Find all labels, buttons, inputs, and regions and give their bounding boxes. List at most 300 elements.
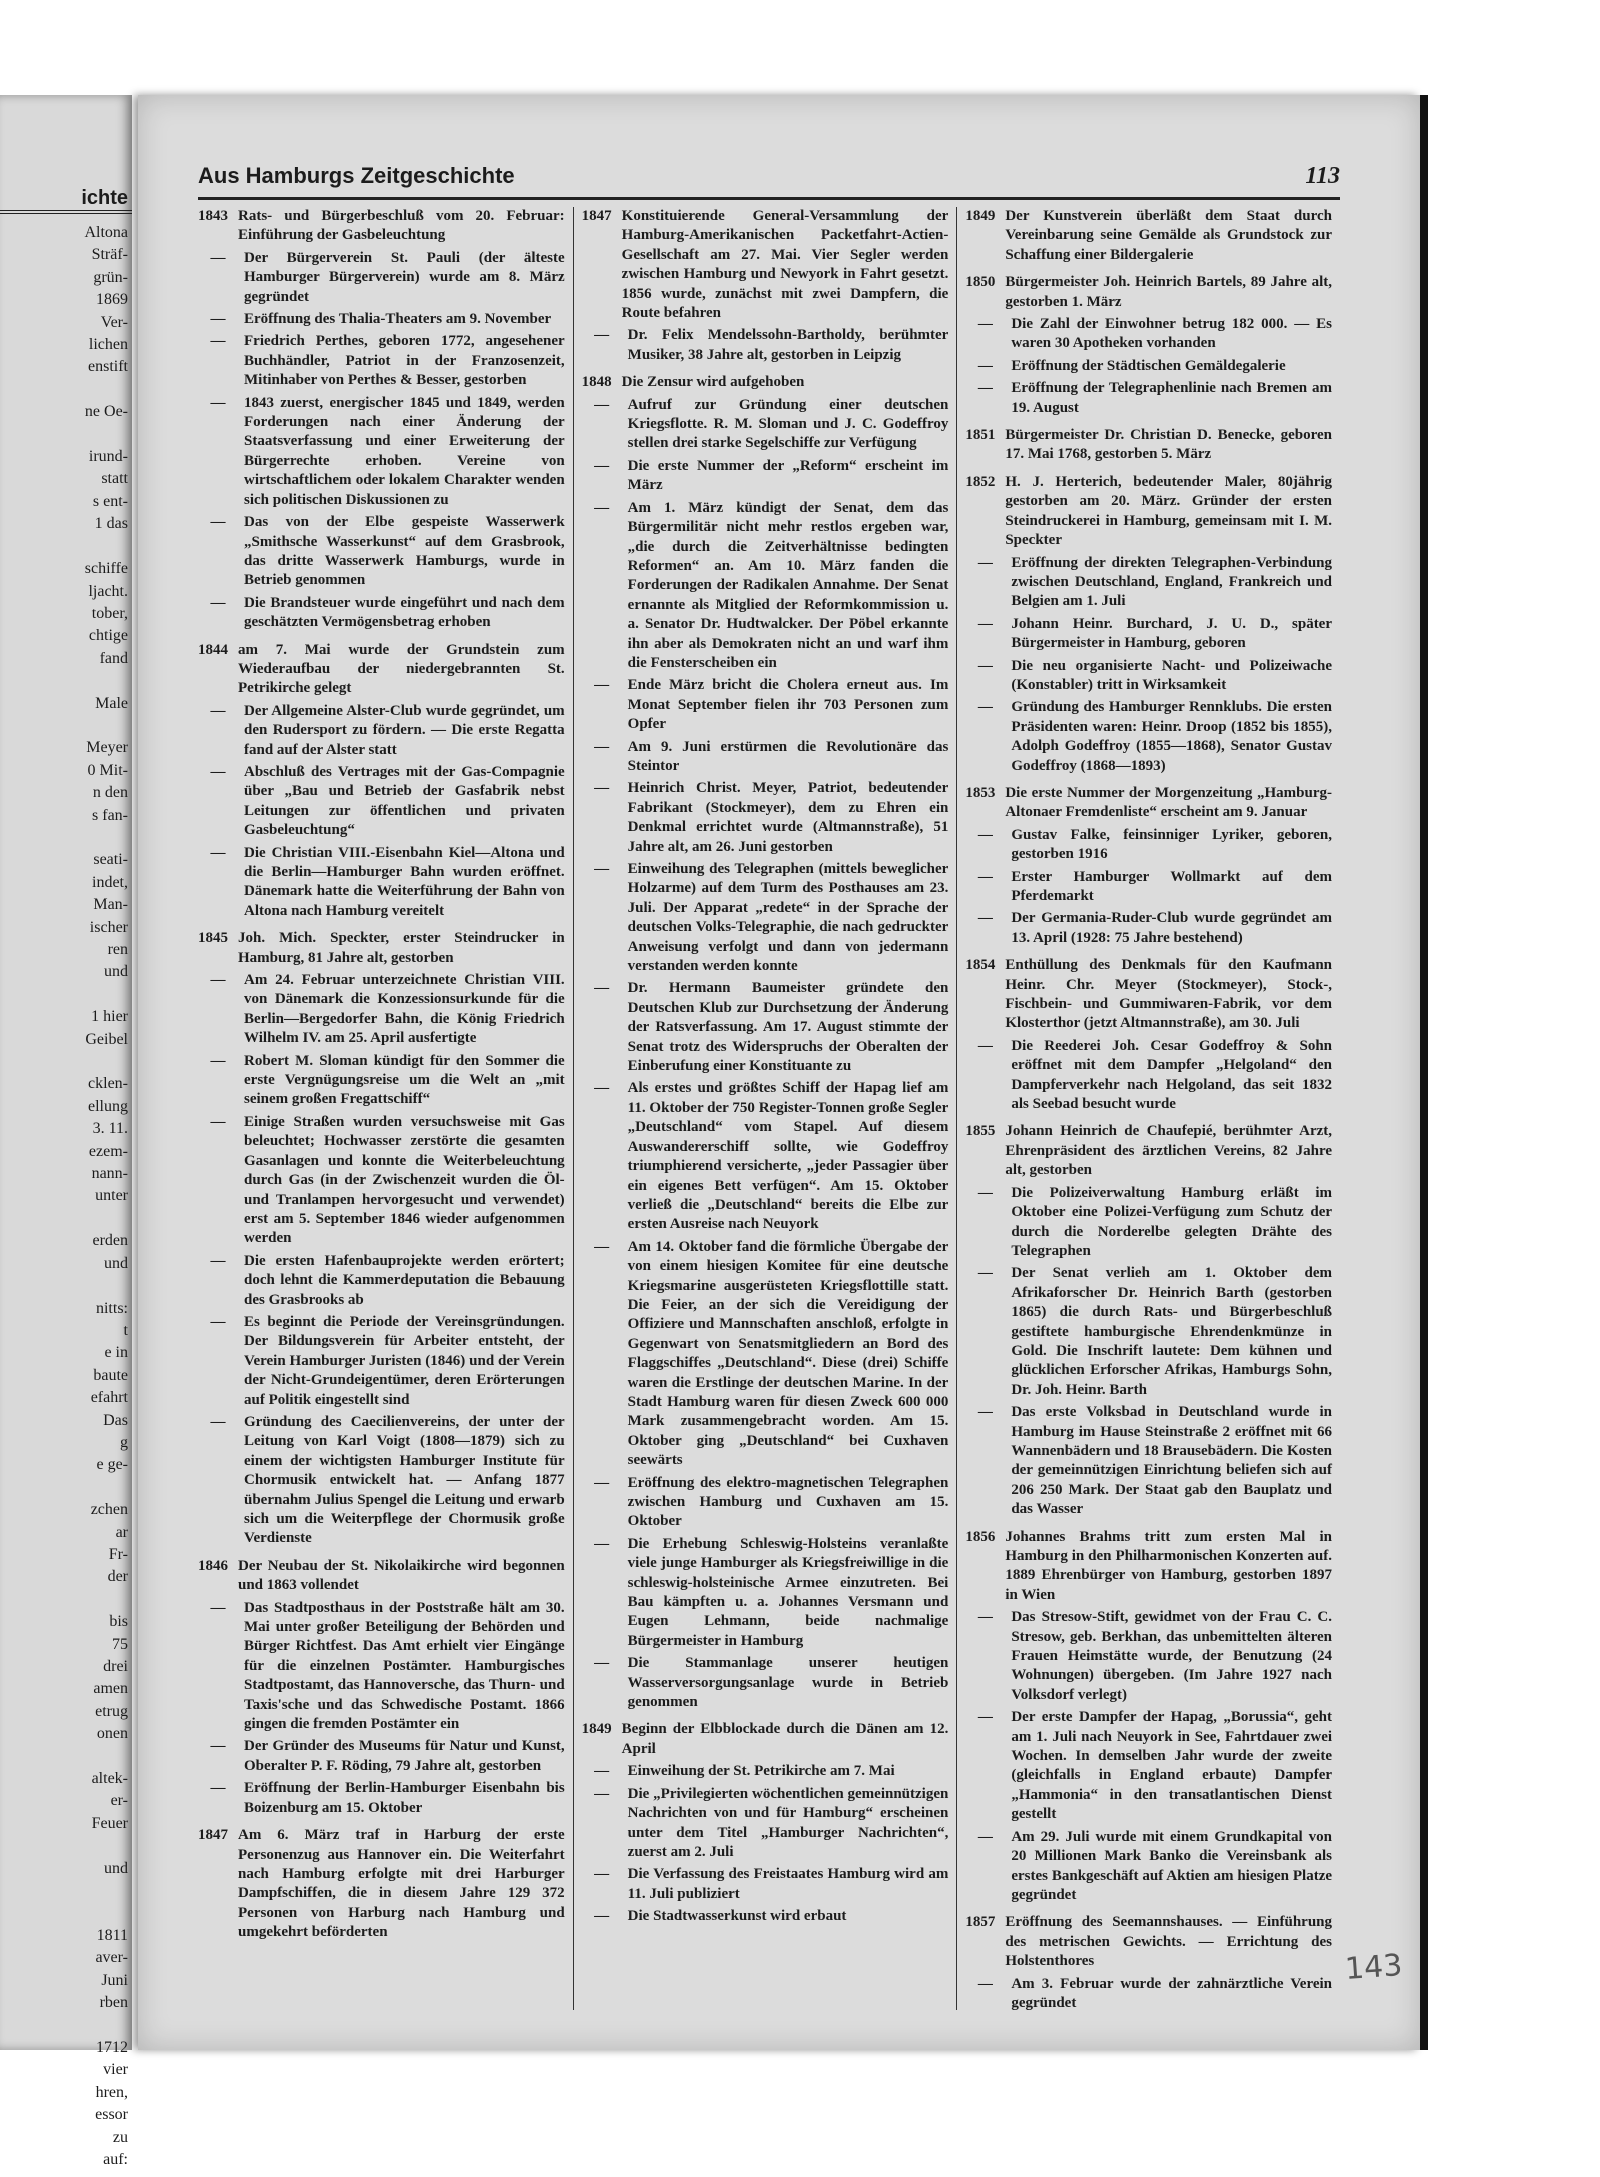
entry-year: — <box>977 657 993 674</box>
entry-text: Am 14. Oktober fand die förmliche Übergabe der von einem hiesigen Komitee für eine deutsche Kriegsmarine ausgerüsteten Kriegsflottille statt. Die Feier, an der sich die Vereidigung der Offiziere und Mannschaften anschloß, erfolgte in Gegenwart von Senatsmitgliedern an Bord des Flaggschiffes „Deutschland“. Diese (drei) Schiffe waren die Erstlinge der deutschen Marine. In der Stadt Hamburg waren für diesen Zweck 600 000 Mark zusammengebracht worden. Am 15. Oktober ging „Deutschland“ bei Cuxhaven seewärts <box>627 1238 949 1469</box>
left-page-line: und <box>104 1254 128 1272</box>
chronicle-entry <box>198 1052 565 1110</box>
chronicle-entry <box>198 702 565 760</box>
chronicle-entry <box>582 779 949 857</box>
page-edge <box>1420 95 1428 2050</box>
entry-year: 1851 <box>965 427 996 444</box>
entry-year: — <box>210 594 226 611</box>
entry-year: — <box>977 316 993 333</box>
entry-year: — <box>594 499 610 516</box>
left-page-line: g <box>120 1433 128 1451</box>
left-page-line: ischer <box>89 918 128 936</box>
entry-text: Eröffnung des Thalia-Theaters am 9. November <box>244 311 552 328</box>
chronicle-entry <box>582 1865 949 1904</box>
chronicle-entry <box>582 1474 949 1532</box>
left-page-line: 0 Mit- <box>87 761 128 779</box>
entry-year: 1844 <box>198 641 228 658</box>
left-page-line <box>0 2015 132 2037</box>
chronicle-entry <box>965 1528 1332 1606</box>
entry-year: — <box>594 1080 610 1097</box>
left-page-line <box>0 1275 132 1297</box>
entry-year: — <box>977 868 993 885</box>
page-number: 113 <box>1305 163 1340 189</box>
entry-text: Das von der Elbe gespeiste Wasserwerk „Smithsche Wasserkunst“ auf dem Grasbrook, das dritte Wasserwerk Hamburgs, wurde in Betrieb genommen <box>244 514 565 589</box>
chronicle-entry <box>965 554 1332 612</box>
entry-text: Johann Heinr. Burchard, J. U. D., später Bürgermeister in Hamburg, geboren <box>1011 615 1333 652</box>
left-page-line: zu <box>112 2128 128 2146</box>
entry-year: — <box>594 457 610 474</box>
left-page-line <box>0 1208 132 1230</box>
entry-year: — <box>210 514 226 531</box>
entry-text: Eröffnung des elektro-magnetischen Telegraphen zwischen Hamburg und Cuxhaven am 15. Oktober <box>627 1474 949 1530</box>
left-page-line <box>0 536 132 558</box>
entry-text: Es beginnt die Periode der Vereinsgründungen. Der Bildungsverein für Arbeiter entsteht, der Verein Hamburger Juristen (1846) und der Verein der Nicht-Grundeigentümer, deren Erörterungen auf Politik eingestellt sind <box>244 1313 565 1408</box>
left-page-line: Feuer <box>91 1814 128 1832</box>
entry-text: Eröffnung des Seemannshauses. — Einführung des metrischen Gewichts. — Errichtung des Holstenthores <box>1005 1914 1333 1970</box>
entry-year: — <box>210 1413 226 1430</box>
left-page-line: etrug <box>95 1702 128 1720</box>
chronicle-entry <box>965 956 1332 1034</box>
chronicle-entry <box>965 207 1332 265</box>
entry-text: Am 6. März traf in Harburg der erste Personenzug aus Hannover ein. Die Weiterfahrt nach Hamburg erfolgte mit drei Harburger Dampfschiffen, die in diesem Jahre 129 372 Personen von Harburg nach Hamburg und umgekehrt beförderten <box>238 1827 565 1941</box>
entry-year: — <box>594 1785 610 1802</box>
entry-year: — <box>977 380 993 397</box>
left-page-line <box>0 1051 132 1073</box>
chronicle-entry <box>198 1826 565 1942</box>
chronicle-entry <box>198 394 565 510</box>
left-page-line: 75 <box>112 1635 128 1653</box>
chronicle-entry <box>965 1184 1332 1262</box>
chronicle-entry <box>965 1828 1332 1906</box>
entry-year: — <box>210 333 226 350</box>
entry-text: Die Zahl der Einwohner betrug 182 000. — Es waren 30 Apotheken vorhanden <box>1011 316 1333 352</box>
chronicle-entry <box>582 738 949 777</box>
entry-year: — <box>210 394 226 411</box>
entry-year: — <box>594 980 610 997</box>
chronicle-entry <box>198 1779 565 1818</box>
left-page-line: 1811 <box>96 1926 128 1944</box>
chronicle-entry <box>965 473 1332 551</box>
entry-text: Eröffnung der Städtischen Gemäldegalerie <box>1011 357 1286 374</box>
left-page-line: der <box>107 1568 128 1586</box>
left-page-line: seati- <box>93 851 128 869</box>
chronicle-entry <box>198 1737 565 1776</box>
chronicle-entry <box>198 207 565 246</box>
entry-year: — <box>977 699 993 716</box>
left-page-line: Fr- <box>108 1545 128 1563</box>
handwritten-page-note: 143 <box>1343 1948 1404 1987</box>
entry-text: Die Stammanlage unserer heutigen Wasserversorgungsanlage wurde in Betrieb genommen <box>627 1655 949 1711</box>
left-page-line: Geibel <box>85 1030 128 1048</box>
left-page-line: ljacht. <box>88 582 128 600</box>
left-page-line: schiffe <box>84 560 128 578</box>
entry-year: — <box>594 1908 610 1925</box>
left-page-line: Altona <box>84 224 128 241</box>
entry-text: Rats- und Bürgerbeschluß vom 20. Februar: Einführung der Gasbeleuchtung <box>238 208 565 244</box>
chronicle-entry <box>198 929 565 968</box>
entry-text: Der Germania-Ruder-Club wurde gegründet am 13. April (1928: 75 Jahre bestehend) <box>1011 910 1333 946</box>
entry-year: — <box>594 327 610 344</box>
entry-year: 1848 <box>581 374 612 391</box>
entry-text: Einweihung des Telegraphen (mittels beweglicher Holzarme) auf dem Turm des Posthauses am 23. Juli. Der Apparat „redete“ in der Sprache der deutschen Volks-Telegraphie, die nach gedruckter Anweisung verfolgt und dann von jedermann verstanden werden konnte <box>627 861 949 975</box>
entry-year: 1855 <box>965 1123 996 1140</box>
chronicle-entry <box>965 1037 1332 1115</box>
entry-year: — <box>594 861 610 877</box>
left-page-line: baute <box>93 1366 128 1384</box>
entry-text: Gründung des Caecilienvereins, der unter der Leitung von Karl Voigt (1808—1879) sich zu einem der wichtigsten Hamburger Institute für Chormusik entwickelt hat. — Anfang 1877 übernahm Julius Spengel die Leitung und erwarb sich um die Weiterpflege der Chormusik große Verdienste <box>244 1413 565 1547</box>
entry-text: Das erste Volksbad in Deutschland wurde in Hamburg im Hause Steinstraße 2 eröffnet mit 66 Wannenbädern und 18 Brausebädern. Die Kosten der gemeinnützigen Einrichtung beliefen sich auf 206 250 Mark. Der Staat gab den Bauplatz und das Wasser <box>1011 1404 1333 1518</box>
entry-year: 1853 <box>965 784 996 801</box>
chronicle-entry <box>198 1557 565 1596</box>
left-page-line: ezem- <box>88 1142 128 1160</box>
entry-text: Die „Privilegierten wöchentlichen gemeinnützigen Nachrichten von und für Hamburg“ erscheinen unter dem Titel „Hamburger Nachrichten“, zuerst am 2. Juli <box>627 1785 949 1860</box>
left-page-line: hren, <box>95 2083 128 2101</box>
left-page-line: 1 hier <box>91 1008 128 1026</box>
chronicle-entry <box>965 426 1332 465</box>
left-page-line <box>0 670 132 692</box>
entry-year: — <box>977 1037 993 1054</box>
chronicle-entry <box>198 844 565 922</box>
left-page-line: 1869 <box>96 291 128 309</box>
chronicle-entry <box>198 310 565 329</box>
chronicle-entry <box>965 1608 1332 1705</box>
entry-text: Dr. Hermann Baumeister gründete den Deutschen Klub zur Durchsetzung der Änderung der Ratsverfassung. Am 17. August stimmte der Senat trotz des Widerspruchs der Oberalten der Einberufung einer Konstituante zu <box>627 980 949 1075</box>
entry-text: Am 3. Februar wurde der zahnärztliche Verein gegründet <box>1011 1975 1333 2011</box>
entry-year: — <box>977 1609 993 1626</box>
entry-year: 1854 <box>965 957 996 974</box>
entry-year: — <box>210 1113 226 1130</box>
entry-year: — <box>594 1535 610 1552</box>
entry-text: Als erstes und größtes Schiff der Hapag lief am 11. Oktober der 750 Register-Tonnen große Segler „Deutschland“ vom Stapel. Auf diesem Auswandererschiff sollte, wie Godeffroy triumphierend versicherte, „jeder Passagier über ein eigenes Bett verfügen“. Am 15. Oktober verließ die „Deutschland“ bereits die Elbe zur ersten Ausreise nach Neuyork <box>627 1080 949 1233</box>
left-page-line: ren <box>107 941 128 958</box>
chronicle-entry <box>582 373 949 392</box>
entry-year: — <box>977 357 993 374</box>
entry-year: 1843 <box>198 208 228 224</box>
entry-text: Die erste Nummer der Morgenzeitung „Hamburg-Altonaer Fremdenliste“ erscheint am 9. Januar <box>1005 784 1333 821</box>
left-page-line: amen <box>93 1680 128 1698</box>
entry-year: — <box>594 1763 610 1780</box>
entry-year: 1849 <box>581 1721 612 1738</box>
chronicle-entry <box>965 657 1332 696</box>
entry-year: — <box>210 1780 226 1797</box>
chronicle-entry <box>198 594 565 633</box>
left-page-line <box>0 424 132 446</box>
left-page-line: und <box>104 963 128 981</box>
entry-text: Das Stresow-Stift, gewidmet von der Frau C. C. Stresow, geb. Berkhan, das unbemittelten älteren Frauen Heimstätte wurde, der Benutzung (24 Wohnungen) übergeben. (Im Jahre 1927 nach Volksdorf verlegt) <box>1011 1609 1333 1703</box>
left-page-line: er- <box>110 1792 128 1810</box>
entry-text: Konstituierende General-Versammlung der Hamburg-Amerikanischen Packetfahrt-Actien-Gesellschaft am 27. Mai. Vier Segler werden zwischen Hamburg und Newyork in Fahrt gesetzt. 1856 wurde, zunächst mit zwei Dampfern, die Route befahren <box>621 208 949 322</box>
left-page-line: zchen <box>90 1501 128 1519</box>
entry-year: — <box>977 1404 993 1421</box>
left-page-line: bis <box>109 1613 128 1631</box>
entry-text: Gustav Falke, feinsinniger Lyriker, geboren, gestorben 1916 <box>1011 826 1333 863</box>
entry-text: Beginn der Elbblockade durch die Dänen am 12. April <box>621 1721 949 1757</box>
left-page-line: ellung <box>88 1097 128 1115</box>
entry-year: — <box>210 763 226 780</box>
chronicle-entry <box>198 971 565 1049</box>
entry-text: Der erste Dampfer der Hapag, „Borussia“, geht am 1. Juli nach Neuyork in See, Fahrtdauer zwei Wochen. In demselben Jahr wurde der zweite (gleichfalls in England erbaute) Dampfer „Hammonia“ in den transatlantischen Dienst gestellt <box>1011 1709 1333 1823</box>
entry-year: 1847 <box>581 208 612 224</box>
chronicle-entry <box>198 1599 565 1735</box>
chronicle-entry <box>198 332 565 390</box>
entry-text: Heinrich Christ. Meyer, Patriot, bedeutender Fabrikant (Stockmeyer), dem zu Ehren ein Denkmal errichtet wurde (Altmannstraße), 51 Jahre alt, am 26. Juni gestorben <box>627 780 949 855</box>
left-page-line: efahrt <box>90 1389 128 1407</box>
left-page-line: ar <box>115 1523 128 1541</box>
entry-text: Der Bürgerverein St. Pauli (der älteste Hamburger Bürgerverein) wurde am 8. März gegründet <box>244 249 565 305</box>
left-page-line: Ver- <box>100 313 128 331</box>
entry-year: — <box>210 311 226 328</box>
column-1 <box>198 207 573 2010</box>
entry-year: — <box>977 1975 993 1992</box>
entry-text: Enthüllung des Denkmals für den Kaufmann Heinr. Chr. Meyer (Stockmeyer), Stock-, Fischbein- und Gummiwaren-Fabrik, vor dem Klosterthor (jetzt Altmannstraße), am 30. Juli <box>1005 957 1333 1032</box>
entry-year: — <box>977 1265 993 1282</box>
chronicle-entry <box>198 641 565 699</box>
chronicle-columns <box>198 207 1340 2010</box>
entry-text: Am 29. Juli wurde mit einem Grundkapital von 20 Millionen Mark Banko die Vereinsbank als erstes Bankgeschäft auf Aktien am hiesigen Platze gegründet <box>1011 1828 1333 1903</box>
left-page-line: onen <box>96 1725 128 1743</box>
left-page-line: altek- <box>91 1770 128 1788</box>
entry-text: Friedrich Perthes, geboren 1772, angesehener Buchhändler, Patriot in der Franzosenzeit, Mitinhaber von Perthes & Besser, gestorben <box>244 333 565 389</box>
chronicle-entry <box>965 315 1332 354</box>
left-page-fragment <box>0 95 132 2168</box>
left-page-line: unter <box>95 1187 128 1205</box>
column-3 <box>956 207 1340 2010</box>
chronicle-entry <box>965 698 1332 776</box>
left-page-line: Man- <box>93 896 128 914</box>
left-page-line: enstift <box>88 358 128 376</box>
entry-year: — <box>594 1474 610 1491</box>
entry-year: — <box>594 396 610 413</box>
left-page-line: essor <box>95 2106 128 2124</box>
left-page-line: aver- <box>95 1949 128 1967</box>
chronicle-entry <box>965 615 1332 654</box>
left-page-line: tober, <box>91 604 128 622</box>
left-page-line: grün- <box>93 268 128 286</box>
left-page-lines <box>0 220 132 2171</box>
left-page-line: n den <box>92 784 128 802</box>
left-page-line: ne Oe- <box>84 403 128 421</box>
entry-year: — <box>594 1238 610 1255</box>
entry-text: Der Kunstverein überläßt dem Staat durch Vereinbarung seine Gemälde als Grundstock zur Schaffung einer Bildergalerie <box>1005 208 1333 263</box>
chronicle-entry <box>198 763 565 841</box>
entry-text: Robert M. Sloman kündigt für den Sommer die erste Vergnügungsreise um die Welt an „mit seinem großen Fregattschiff“ <box>244 1052 565 1108</box>
chronicle-entry <box>582 499 949 674</box>
left-page-line <box>0 827 132 849</box>
entry-year: 1857 <box>965 1914 996 1931</box>
left-page-line <box>0 1835 132 1857</box>
chronicle-entry <box>198 513 565 591</box>
left-page-line: Male <box>95 694 128 712</box>
entry-year: 1850 <box>965 274 996 291</box>
entry-text: Die Zensur wird aufgehoben <box>621 374 805 391</box>
chronicle-entry <box>582 1720 949 1759</box>
entry-year: 1856 <box>965 1528 996 1545</box>
entry-year: — <box>977 826 993 843</box>
entry-text: Die Polizeiverwaltung Hamburg erläßt im Oktober eine Polizei-Verfügung zum Schutz der durch die Norderelbe gelegten Drähte des Telegraphen <box>1011 1184 1333 1259</box>
entry-year: — <box>210 1252 226 1269</box>
entry-text: Der Gründer des Museums für Natur und Kunst, Oberalter P. F. Röding, 79 Jahre alt, gestorben <box>244 1738 565 1774</box>
chronicle-entry <box>198 1413 565 1549</box>
left-page-line: chtige <box>88 627 128 645</box>
entry-year: 1845 <box>198 930 228 947</box>
left-page-line: s fan- <box>92 806 128 824</box>
entry-text: Johannes Brahms tritt zum ersten Mal in Hamburg in den Philharmonischen Konzerten auf. 1889 Ehrenbürger von Hamburg, gestorben 1897 in Wien <box>1005 1528 1333 1603</box>
left-page-line <box>0 984 132 1006</box>
entry-year: — <box>210 972 226 989</box>
entry-year: — <box>594 1866 610 1883</box>
entry-text: Eröffnung der direkten Telegraphen-Verbindung zwischen Deutschland, England, Frankreich und Belgien am 1. Juli <box>1011 554 1333 610</box>
entry-text: Bürgermeister Dr. Christian D. Benecke, geboren 17. Mai 1768, gestorben 5. März <box>1005 427 1333 463</box>
entry-year: — <box>594 677 610 694</box>
chronicle-entry <box>582 1079 949 1234</box>
left-page-line: irund- <box>88 448 128 466</box>
left-page-line: fand <box>99 649 128 667</box>
left-page-line: rben <box>99 1994 128 2012</box>
chronicle-entry <box>582 1654 949 1712</box>
left-page-line: auf: <box>103 2150 128 2168</box>
chronicle-entry <box>198 249 565 307</box>
chronicle-entry <box>198 1313 565 1410</box>
entry-text: Erster Hamburger Wollmarkt auf dem Pferdemarkt <box>1011 868 1333 904</box>
chronicle-entry <box>198 1252 565 1310</box>
left-page-line <box>0 1746 132 1768</box>
left-page-line: drei <box>103 1658 128 1675</box>
page-header <box>198 163 1340 200</box>
left-page-line <box>0 1902 132 1924</box>
chronicle-entry <box>582 1238 949 1471</box>
left-page-line: lichen <box>88 336 128 354</box>
entry-text: Aufruf zur Gründung einer deutschen Kriegsflotte. R. M. Sloman und J. C. Godeffroy stellen drei starke Segelschiffe zur Verfügung <box>627 396 949 452</box>
entry-year: — <box>210 1738 226 1755</box>
entry-text: Bürgermeister Joh. Heinrich Bartels, 89 Jahre alt, gestorben 1. März <box>1005 274 1333 310</box>
entry-text: H. J. Herterich, bedeutender Maler, 80jährig gestorben am 20. März. Gründer der ersten Steindruckerei in Hamburg, gemeinsam mit I. M. Speckter <box>1005 473 1333 549</box>
entry-text: Die Reederei Joh. Cesar Godeffroy & Sohn eröffnet mit dem Dampfer „Helgoland“ den Dampferverkehr nach Helgoland, das seit 1832 als Seebad besucht wurde <box>1011 1037 1333 1113</box>
chronicle-entry <box>582 1762 949 1781</box>
entry-text: Gründung des Hamburger Rennklubs. Die ersten Präsidenten waren: Heinr. Droop (1852 bis 1855), Adolph Godeffroy (1855—1868), Senator Gustav Godeffroy (1868—1893) <box>1011 699 1333 774</box>
entry-year: — <box>210 844 226 861</box>
entry-text: Die Brandsteuer wurde eingeführt und nach dem geschätzten Vermögensbetrag erhoben <box>244 594 565 631</box>
left-page-line: Meyer <box>86 739 128 757</box>
left-page-line: 3. 11. <box>92 1120 128 1138</box>
entry-text: 1843 zuerst, energischer 1845 und 1849, werden Forderungen nach einer Änderung der Staatsverfassung und einer Erweiterung der Bürgerrechte erhoben. Vereine von wirtschaftlichem oder lokalem Charakter wenden sich politischen Diskussionen zu <box>244 394 565 508</box>
entry-text: Das Stadtposthaus in der Poststraße hält am 30. Mai unter großer Beteiligung der Behörden und Bürger Richtfest. Das Amt erhielt vier Eingänge für die einzelnen Postämter. Hamburgisches Stadtpostamt, das Hannoversche, das Thurn- und Taxis'sche und das Schwedische Postamt. 1866 gingen die fremden Postämter ein <box>244 1599 565 1733</box>
left-page-line <box>0 1477 132 1499</box>
left-page-line: e in <box>104 1344 128 1362</box>
chronicle-entry <box>965 826 1332 865</box>
entry-year: 1852 <box>965 473 996 490</box>
entry-text: Die neu organisierte Nacht- und Polizeiwache (Konstabler) tritt in Wirksamkeit <box>1011 657 1333 693</box>
chronicle-entry <box>965 1708 1332 1824</box>
chronicle-entry <box>582 1785 949 1863</box>
entry-text: Einweihung der St. Petrikirche am 7. Mai <box>627 1763 895 1780</box>
left-page-line: vier <box>103 2061 128 2079</box>
entry-year: — <box>977 615 993 632</box>
chronicle-entry <box>965 1264 1332 1400</box>
entry-year: 1847 <box>198 1827 228 1844</box>
entry-year: — <box>977 1709 993 1726</box>
chronicle-entry <box>965 379 1332 418</box>
entry-year: — <box>977 1184 993 1201</box>
left-page-line <box>0 379 132 401</box>
chronicle-entry <box>582 979 949 1076</box>
chronicle-entry <box>582 860 949 976</box>
chronicle-entry <box>582 457 949 496</box>
chronicle-entry <box>582 396 949 454</box>
entry-year: 1849 <box>965 208 996 224</box>
chronicle-entry <box>965 868 1332 907</box>
entry-text: Die Verfassung des Freistaates Hamburg wird am 11. Juli publiziert <box>627 1866 949 1902</box>
left-page-line: erden <box>92 1232 128 1250</box>
entry-year: 1846 <box>198 1557 228 1574</box>
chronicle-entry <box>965 273 1332 312</box>
chronicle-entry <box>582 1907 949 1926</box>
entry-text: Am 24. Februar unterzeichnete Christian VIII. von Dänemark die Konzessionsurkunde für die Berlin—Bergedorfer Bahn, die König Friedrich Wilhelm IV. am 25. April ausfertigte <box>244 972 565 1047</box>
left-page-line: cklen- <box>88 1075 128 1093</box>
entry-year: — <box>977 1828 993 1845</box>
running-title: Aus Hamburgs Zeitgeschichte <box>198 163 515 188</box>
left-page-title-fragment: ichte <box>0 95 132 214</box>
entry-text: Der Senat verlieh am 1. Oktober dem Afrikaforscher Dr. Heinrich Barth (gestorben 1865) die durch Rats- und Bürgerbeschluß gestiftete hamburgische Ehrendenkmünze in Gold. Die Inschrift lautete: Dem kühnen und glücklichen Erforscher Afrikas, Hamburgs Sohn, Dr. Joh. Heinr. Barth <box>1011 1265 1333 1398</box>
chronicle-entry <box>582 207 949 323</box>
left-page-line: Sträf- <box>91 246 128 264</box>
chronicle-entry <box>965 1975 1332 2014</box>
entry-text: Ende März bricht die Cholera erneut aus. Im Monat September fielen ihr 703 Personen zum Opfer <box>627 677 949 733</box>
column-2 <box>573 207 957 2010</box>
entry-text: Die Erhebung Schleswig-Holsteins veranlaßte viele junge Hamburger als Kriegsfreiwillige in die schleswig-holsteinische Armee einzutreten. Bei Bau kämpften u. a. Johannes Versmann und Eugen Lehmann, beide nachmalige Bürgermeister in Hamburg <box>627 1535 949 1649</box>
chronicle-entry <box>582 326 949 365</box>
entry-text: Eröffnung der Berlin-Hamburger Eisenbahn bis Boizenburg am 15. Oktober <box>244 1780 565 1816</box>
entry-text: Die erste Nummer der „Reform“ erscheint im März <box>627 457 949 494</box>
entry-text: Die ersten Hafenbauprojekte werden erörtert; doch lehnt die Kammerdeputation die Bebauung des Grasbrooks ab <box>244 1252 565 1308</box>
entry-year: — <box>210 702 226 719</box>
entry-text: Eröffnung der Telegraphenlinie nach Bremen am 19. August <box>1011 380 1333 416</box>
left-page-line: statt <box>101 470 128 488</box>
entry-text: Am 1. März kündigt der Senat, dem das Bürgermilitär nicht mehr restlos ergeben war, „die durch die Zeitverhältnisse bedingten Reformen“ an. Am 10. März fanden die Forderungen der Radikalen Annahme. Der Senat ernannte als Mitglied der Reformkommission u. a. Senator Dr. Hudtwalcker. Der Pöbel erkannte ihn aber als Demokraten nicht an und warf ihm die Fensterscheiben ein <box>627 499 949 671</box>
entry-text: Der Neubau der St. Nikolaikirche wird begonnen und 1863 vollendet <box>238 1557 565 1594</box>
left-page-line: Das <box>103 1411 128 1429</box>
chronicle-entry <box>198 1113 565 1249</box>
left-page-line: nitts: <box>95 1299 128 1317</box>
entry-year: — <box>977 910 993 927</box>
entry-text: Die Christian VIII.-Eisenbahn Kiel—Altona und die Berlin—Hamburger Bahn wurden eröffnet. Dänemark hatte die Weiterführung der Bahn von Altona nach Hamburg vereitelt <box>244 844 565 919</box>
left-page-line: nann- <box>91 1165 128 1183</box>
left-page-line: 1712 <box>96 2038 128 2056</box>
entry-text: Der Allgemeine Alster-Club wurde gegründet, um den Rudersport zu fördern. — Die erste Regatta fand auf der Alster statt <box>244 702 565 758</box>
chronicle-entry <box>965 1122 1332 1180</box>
entry-year: — <box>594 780 610 797</box>
left-page-line <box>0 1880 132 1902</box>
entry-text: Einige Straßen wurden versuchsweise mit Gas beleuchtet; Hochwasser zerstörte die gesamten Gasanlagen und konnte die Weiterbeleuchtung durch Gas (in der Zwischenzeit wurden die Öl- und Tranlampen hervorgesucht und verwendet) erst am 5. September 1846 wieder aufgenommen werden <box>244 1113 565 1247</box>
entry-year: — <box>210 1052 226 1069</box>
left-page-line: t <box>123 1321 128 1339</box>
left-page-line: indet, <box>92 873 128 891</box>
left-page-line: Juni <box>101 1971 128 1989</box>
entry-text: am 7. Mai wurde der Grundstein zum Wiederaufbau der niedergebrannten St. Petrikirche gelegt <box>238 641 565 697</box>
entry-year: — <box>594 738 610 755</box>
entry-text: Johann Heinrich de Chaufepié, berühmter Arzt, Ehrenpräsident des ärztlichen Vereins, 82 Jahre alt, gestorben <box>1005 1123 1333 1179</box>
chronicle-entry <box>965 909 1332 948</box>
chronicle-entry <box>582 676 949 734</box>
entry-year: — <box>210 249 226 266</box>
entry-text: Die Stadtwasserkunst wird erbaut <box>627 1908 847 1925</box>
entry-year: — <box>594 1655 610 1672</box>
entry-text: Abschluß des Vertrages mit der Gas-Compagnie über „Bau und Betrieb der Gasfabrik nebst Leitungen zur öffentlichen und privaten Gasbeleuchtung“ <box>244 763 565 839</box>
entry-year: — <box>210 1599 226 1616</box>
entry-year: — <box>210 1313 226 1330</box>
entry-text: Dr. Felix Mendelssohn-Bartholdy, berühmter Musiker, 38 Jahre alt, gestorben in Leipzig <box>627 327 949 363</box>
left-page-line: und <box>104 1859 128 1877</box>
chronicle-entry <box>965 1403 1332 1519</box>
